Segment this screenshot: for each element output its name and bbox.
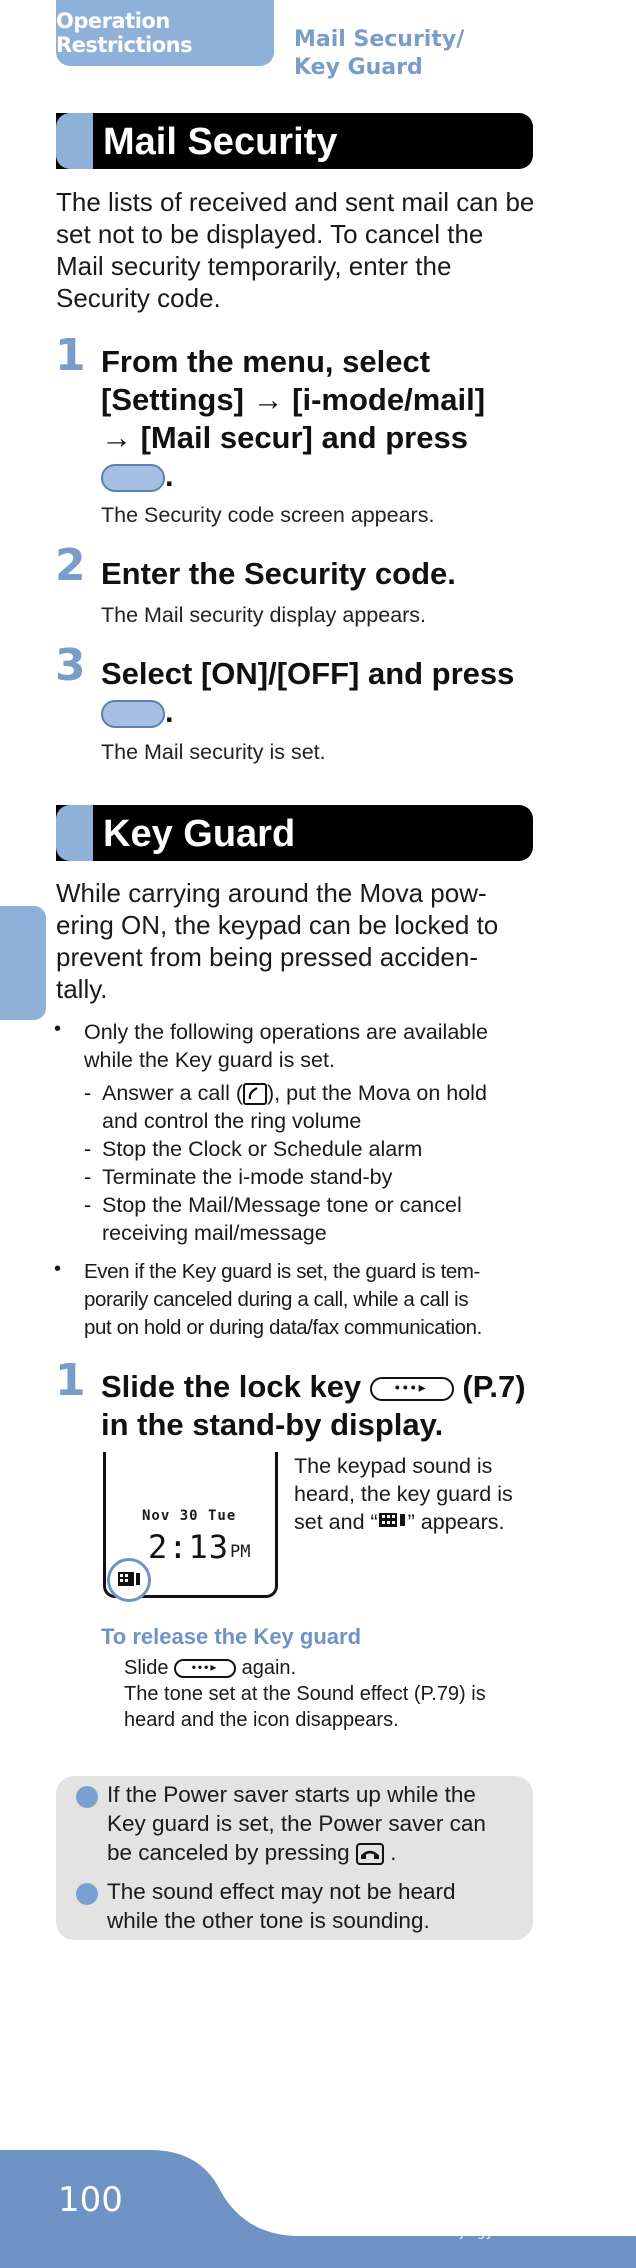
note-bullet-icon [76, 1786, 98, 1808]
intro-line: tally. [56, 974, 108, 1004]
release-instructions: Slide •••▸ again. The tone set at the Sound effect (P.79) is heard and the icon disappears. [124, 1657, 486, 1731]
step-result: The Security code screen appears. [101, 503, 435, 527]
bullet-line: porarily canceled during a call, while a call is [84, 1288, 469, 1311]
key-guard-indicator-icon [107, 1558, 151, 1602]
sub-list-item: - Stop the Clock or Schedule alarm [84, 1137, 423, 1161]
sub-list-item: - Terminate the i-mode stand-by [84, 1165, 393, 1189]
key-guard-icon [378, 1509, 408, 1537]
select-key-icon [101, 700, 165, 728]
note-bullet-icon [76, 1883, 98, 1905]
watermark-logo: Bai竹经验 [450, 2188, 594, 2223]
standby-display-illustration [103, 1452, 278, 1598]
page-subtitle-line2: Key Guard [294, 55, 423, 80]
watermark-url: jingyan.baidu.com [460, 2224, 590, 2240]
section-tab-label: Operation Restrictions [56, 9, 193, 57]
key-guard-intro [56, 877, 536, 1005]
sub-list-item: - Answer a call ( ), put the Mova on hold and control the ring volume [84, 1081, 487, 1133]
bullet-line: Only the following operations are available [84, 1020, 488, 1044]
mail-security-intro: The lists of received and sent mail can be set not to be displayed. To cancel the Mail security temporarily, enter the Security code. [56, 187, 535, 313]
end-call-key-icon [356, 1843, 384, 1865]
step-instruction [101, 655, 541, 731]
step-instruction [101, 343, 541, 495]
step-number: 1 [55, 1355, 86, 1406]
section-header-mail-security [56, 113, 533, 169]
section-tab-operation-restrictions [56, 0, 274, 66]
step-line: → [Mail secur] and press [101, 420, 468, 455]
step-line: Select [ON]/[OFF] and press [101, 656, 515, 691]
release-heading: To release the Key guard [101, 1624, 362, 1649]
bullet-line: while the Key guard is set. [84, 1048, 335, 1072]
side-thumb-tab [0, 906, 46, 1020]
bullet-line: Even if the Key guard is set, the guard is tem- [84, 1260, 480, 1283]
page-number: 100 [58, 2180, 123, 2220]
step-instruction: Enter the Security code. [101, 556, 456, 591]
page-subtitle-line1: Mail Security/ [294, 27, 465, 52]
notes-box [56, 1776, 533, 1940]
step-result: The Mail security is set. [101, 740, 326, 764]
select-key-icon [101, 464, 165, 492]
intro-line: prevent from being pressed acciden- [56, 942, 479, 972]
lock-key-icon: •••▸ [174, 1659, 236, 1678]
page-subtitle [294, 26, 464, 82]
section-accent [56, 113, 93, 169]
lock-key-icon: •••▸ [370, 1377, 454, 1401]
sub-list [84, 1079, 544, 1247]
note-text: If the Power saver starts up while the Key guard is set, the Power saver can be canceled by pressing . [107, 1782, 486, 1865]
step-number: 3 [55, 640, 86, 691]
bullet-line: put on hold or during data/fax communication. [84, 1316, 482, 1339]
screen-ampm: PM [230, 1542, 251, 1562]
section-header-key-guard [56, 805, 533, 861]
bullet-text [84, 1018, 544, 1074]
sub-list-item: - Stop the Mail/Message tone or cancel receiving mail/message [84, 1193, 462, 1245]
section-accent [56, 805, 93, 861]
step-result: The Mail security display appears. [101, 603, 427, 627]
step-line [101, 457, 541, 495]
step-line: [Settings] → [i-mode/mail] [101, 382, 486, 417]
step-result: The keypad sound is heard, the key guard is set and “ ” appears. [294, 1452, 544, 1537]
talk-key-icon [243, 1083, 267, 1105]
note-text: The sound effect may not be heard while the other tone is sounding. [107, 1879, 456, 1933]
screen-time: 2:13 [148, 1528, 230, 1566]
intro-line: ering ON, the keypad can be locked to [56, 910, 499, 940]
step-number: 1 [55, 330, 86, 381]
bullet-marker: • [54, 1018, 62, 1040]
intro-line: While carrying around the Mova pow- [56, 878, 487, 908]
step-line: From the menu, select [101, 344, 431, 379]
step-number: 2 [55, 540, 86, 591]
step-instruction: Slide the lock key •••▸ (P.7) in the stand-by display. [101, 1369, 526, 1442]
section-title: Key Guard [103, 813, 296, 855]
section-title: Mail Security [103, 121, 338, 163]
screen-date: Nov 30 Tue [142, 1508, 237, 1524]
bullet-marker: • [54, 1258, 62, 1280]
bullet-text [84, 1258, 554, 1342]
step-tail: . [165, 458, 174, 493]
step-tail: . [165, 694, 174, 729]
step-line [101, 693, 541, 731]
